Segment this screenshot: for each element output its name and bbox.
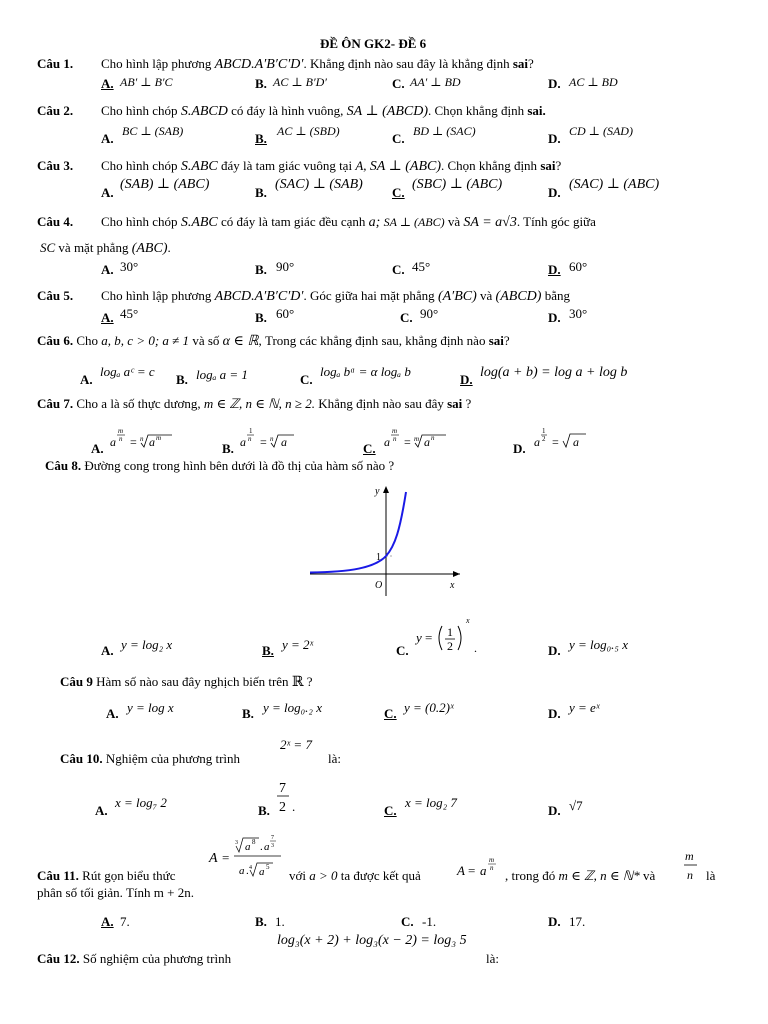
q1-label: Câu 1. [37, 56, 74, 71]
q11-opt-d: 17. [569, 914, 586, 929]
q8-opt-b-label: B. [262, 643, 274, 658]
svg-text:a: a [534, 435, 540, 449]
q1-opt-d: AC ⊥ BD [569, 75, 618, 89]
svg-text:2: 2 [542, 435, 546, 443]
q4-opt-d: 60° [569, 259, 588, 274]
svg-text:.: . [292, 799, 296, 814]
q11-text-line2: phân số tối giản. Tính m + 2n. [37, 885, 194, 900]
q9-opt-d: y = eˣ [569, 700, 600, 715]
q8-opt-d-label: D. [548, 643, 561, 658]
q6-opt-c-label: C. [300, 372, 313, 387]
q11-result [455, 852, 509, 882]
q6-text: Câu 6. Cho a, b, c > 0; a ≠ 1 và số α ∈ ℝ, Trong các khẳng định sau, khẳng định nào sai? [37, 333, 510, 349]
svg-text:a: a [149, 435, 155, 449]
q10-eq: 2ˣ = 7 [280, 737, 312, 752]
q9-opt-c: y = (0.2)ˣ [404, 700, 454, 715]
q3-opt-a: (SAB) ⊥ (ABC) [120, 177, 210, 192]
q5-opt-c-label: C. [400, 310, 413, 325]
q12-text-end: là: [486, 951, 499, 966]
svg-text:m: m [414, 435, 420, 443]
svg-text:a: a [245, 841, 251, 853]
svg-text:n: n [119, 435, 123, 443]
q4-opt-b-label: B. [255, 262, 267, 277]
q10-opt-c-label: C. [384, 803, 397, 818]
q5-opt-d: 30° [569, 306, 588, 321]
q3-opt-a-label: A. [101, 185, 114, 200]
q9-opt-d-label: D. [548, 706, 561, 721]
q10-opt-d: √7 [569, 798, 583, 813]
graph-origin: O [375, 580, 383, 591]
svg-text:y: y [416, 630, 422, 645]
q6-opt-a: logₐ aᶜ = c [100, 364, 155, 379]
svg-text:a: a [384, 435, 390, 449]
q5-opt-b: 60° [276, 306, 295, 321]
q10-text-end: là: [328, 751, 341, 766]
q8-opt-c-formula [414, 612, 484, 656]
q5-opt-a: 45° [120, 306, 139, 321]
q1-opt-c-label: C. [392, 76, 405, 91]
q11-opt-b-label: B. [255, 914, 267, 929]
q10-opt-d-label: D. [548, 803, 561, 818]
q5-opt-b-label: B. [255, 310, 267, 325]
q1-opt-a-label: A. [101, 76, 114, 91]
svg-text:n: n [248, 435, 252, 443]
svg-text:m: m [118, 427, 124, 435]
svg-text:4: 4 [249, 865, 252, 871]
q4-opt-c: 45° [412, 259, 431, 274]
q7-opt-d-formula [532, 424, 592, 454]
svg-text:m: m [685, 849, 694, 863]
svg-text:n: n [393, 435, 397, 443]
q7-text: Câu 7. Cho a là số thực dương, m ∈ ℤ, n ∈ ℕ, n ≥ 2. Khẳng định nào sau đây sai ? [37, 396, 472, 411]
q8-graph [300, 480, 470, 600]
q2-opt-a: BC ⊥ (SAB) [122, 124, 184, 138]
q5-opt-d-label: D. [548, 310, 561, 325]
q8-opt-a-label: A. [101, 643, 114, 658]
q7-opt-c-formula [382, 424, 452, 454]
q3-opt-c: (SBC) ⊥ (ABC) [412, 177, 503, 192]
svg-text:a: a [573, 435, 579, 449]
svg-text:=: = [468, 863, 476, 878]
svg-text:.: . [260, 841, 263, 853]
q3-opt-d: (SAC) ⊥ (ABC) [569, 177, 660, 192]
svg-text:2: 2 [447, 639, 453, 653]
svg-text:m: m [392, 427, 398, 435]
q3-opt-c-label: C. [392, 185, 405, 200]
q10-text: Câu 10. Nghiệm của phương trình [60, 751, 241, 766]
svg-text:n: n [270, 435, 274, 443]
svg-text:1: 1 [249, 427, 253, 435]
svg-text:n: n [431, 434, 435, 442]
q11-opt-c-label: C. [401, 914, 414, 929]
q4-opt-d-label: D. [548, 262, 561, 277]
svg-text:m: m [489, 856, 495, 864]
q11-text: Câu 11. Rút gọn biểu thức [37, 868, 176, 883]
q9-opt-b: y = log₀.₂ x [263, 700, 322, 715]
q9-opt-a-label: A. [106, 706, 119, 721]
q3-opt-b: (SAC) ⊥ (SAB) [275, 177, 363, 192]
svg-text:=: = [222, 850, 230, 865]
svg-text:.: . [246, 865, 249, 877]
q9-opt-b-label: B. [242, 706, 254, 721]
svg-text:=: = [552, 435, 559, 449]
exponential-curve [310, 492, 406, 573]
q6-opt-d: log(a + b) = log a + log b [480, 365, 628, 380]
svg-text:n: n [140, 435, 144, 443]
svg-text:x: x [466, 616, 470, 625]
q2-text: Cho hình chóp S.ABCD có đáy là hình vuông, SA ⊥ (ABCD). Chọn khẳng định sai. [101, 103, 546, 119]
q4-opt-a-label: A. [101, 262, 114, 277]
q4-text: Cho hình chóp S.ABC có đáy là tam giác đều cạnh a; SA ⊥ (ABC) và SA = a√3. Tính góc giữa [101, 214, 596, 230]
svg-text:a: a [281, 435, 287, 449]
q2-label: Câu 2. [37, 103, 74, 118]
q11-text-mid: với a > 0 ta được kết quả [289, 868, 421, 883]
q3-label: Câu 3. [37, 158, 74, 173]
q3-opt-b-label: B. [255, 185, 267, 200]
q8-opt-a: y = log₂ x [121, 637, 173, 652]
svg-text:1: 1 [447, 625, 453, 639]
svg-text:a: a [424, 435, 430, 449]
svg-text:a: a [480, 863, 487, 878]
svg-text:=: = [260, 435, 267, 449]
q5-opt-c: 90° [420, 306, 439, 321]
q6-opt-d-label: D. [460, 372, 473, 387]
svg-text:n: n [687, 868, 693, 882]
svg-text:a: a [264, 841, 270, 853]
q7-opt-a-label: A. [91, 441, 104, 456]
q8-opt-d: y = log₀.₅ x [569, 637, 628, 652]
svg-text:7: 7 [271, 835, 274, 841]
q2-opt-d-label: D. [548, 131, 561, 146]
q7-opt-d-label: D. [513, 441, 526, 456]
svg-text:8: 8 [252, 838, 256, 846]
page-title: ĐỀ ÔN GK2- ĐỀ 6 [320, 36, 427, 51]
graph-x-label: x [450, 580, 455, 591]
q6-opt-b: logₐ a = 1 [196, 367, 248, 382]
q6-opt-b-label: B. [176, 372, 188, 387]
graph-y-label: y [375, 486, 380, 497]
q10-opt-a: x = log₇ 2 [115, 795, 167, 810]
q6-opt-a-label: A. [80, 372, 93, 387]
q11-expression [207, 830, 287, 882]
svg-text:=: = [130, 435, 137, 449]
svg-text:2: 2 [279, 800, 286, 815]
svg-text:A: A [457, 863, 465, 878]
q4-text-line2: SC và mặt phẳng (ABC). [40, 240, 171, 256]
q5-text: Cho hình lập phương ABCD.A′B′C′D′. Góc giữa hai mặt phẳng (A′BC) và (ABCD) bằng [101, 288, 570, 304]
svg-text:m: m [156, 434, 162, 442]
svg-text:a: a [240, 435, 246, 449]
q9-opt-c-label: C. [384, 706, 397, 721]
graph-one-tick: 1 [376, 552, 381, 563]
q2-opt-b: AC ⊥ (SBD) [277, 124, 340, 138]
q3-text: Cho hình chóp S.ABC đáy là tam giác vuông tại A, SA ⊥ (ABC). Chọn khẳng định sai? [101, 158, 562, 174]
q9-opt-a: y = log x [127, 700, 174, 715]
q4-opt-a: 30° [120, 259, 139, 274]
svg-text:a: a [259, 866, 265, 878]
q10-opt-c: x = log₂ 7 [405, 795, 457, 810]
svg-text:5: 5 [266, 863, 270, 871]
q1-opt-c: AA′ ⊥ BD [410, 75, 461, 89]
q8-text: Câu 8. Đường cong trong hình bên dưới là đồ thị của hàm số nào ? [45, 458, 395, 473]
q4-opt-c-label: C. [392, 262, 405, 277]
q11-opt-d-label: D. [548, 914, 561, 929]
q5-opt-a-label: A. [101, 310, 114, 325]
svg-text:.: . [474, 641, 477, 655]
svg-text:a: a [239, 865, 245, 877]
q1-opt-b: AC ⊥ B′D′ [273, 75, 327, 89]
svg-text:3: 3 [235, 840, 238, 846]
q11-text-cond: , trong đó m ∈ ℤ, n ∈ ℕ* và [505, 868, 656, 883]
q1-opt-a: AB′ ⊥ B′C [120, 75, 173, 89]
q4-label: Câu 4. [37, 214, 74, 229]
q11-opt-a: 7. [120, 914, 130, 929]
q1-text: Cho hình lập phương ABCD.A′B′C′D′. Khẳng định nào sau đây là khẳng định sai? [101, 56, 534, 72]
q6-opt-c: logₐ bᵅ = α logₐ b [320, 364, 411, 379]
svg-text:=: = [425, 630, 433, 645]
q11-opt-a-label: A. [101, 914, 114, 929]
q1-opt-d-label: D. [548, 76, 561, 91]
q5-label: Câu 5. [37, 288, 74, 303]
q12-equation: log₃(x + 2) + log₃(x − 2) = log₃ 5 [277, 933, 467, 948]
q11-text-end: là [706, 868, 716, 883]
q8-opt-b: y = 2ˣ [282, 637, 314, 652]
q1-opt-b-label: B. [255, 76, 267, 91]
q2-opt-c: BD ⊥ (SAC) [413, 124, 476, 138]
svg-text:=: = [404, 435, 411, 449]
svg-text:A: A [209, 851, 218, 866]
q7-opt-b-formula [238, 424, 308, 454]
q7-opt-a-formula [108, 424, 178, 454]
q2-opt-b-label: B. [255, 131, 267, 146]
svg-text:a: a [110, 435, 116, 449]
q11-opt-b: 1. [275, 914, 285, 929]
q8-opt-c-label: C. [396, 643, 409, 658]
q7-opt-b-label: B. [222, 441, 234, 456]
svg-text:n: n [490, 864, 494, 872]
q9-text: Câu 9 Hàm số nào sau đây nghịch biến trên ℝ ? [60, 674, 313, 690]
q2-opt-d: CD ⊥ (SAD) [569, 124, 633, 138]
q2-opt-a-label: A. [101, 131, 114, 146]
q10-opt-b-label: B. [258, 803, 270, 818]
q4-opt-b: 90° [276, 259, 295, 274]
q7-opt-c-label: C. [363, 441, 376, 456]
q12-text: Câu 12. Số nghiệm của phương trình [37, 951, 232, 966]
q11-fraction-m-n [683, 846, 703, 886]
q2-opt-c-label: C. [392, 131, 405, 146]
q10-opt-b-formula [274, 776, 304, 816]
svg-text:1: 1 [542, 427, 546, 435]
q11-opt-c: -1. [422, 914, 437, 929]
svg-text:3: 3 [271, 843, 274, 849]
q3-opt-d-label: D. [548, 185, 561, 200]
q10-opt-a-label: A. [95, 803, 108, 818]
svg-text:7: 7 [279, 781, 286, 796]
